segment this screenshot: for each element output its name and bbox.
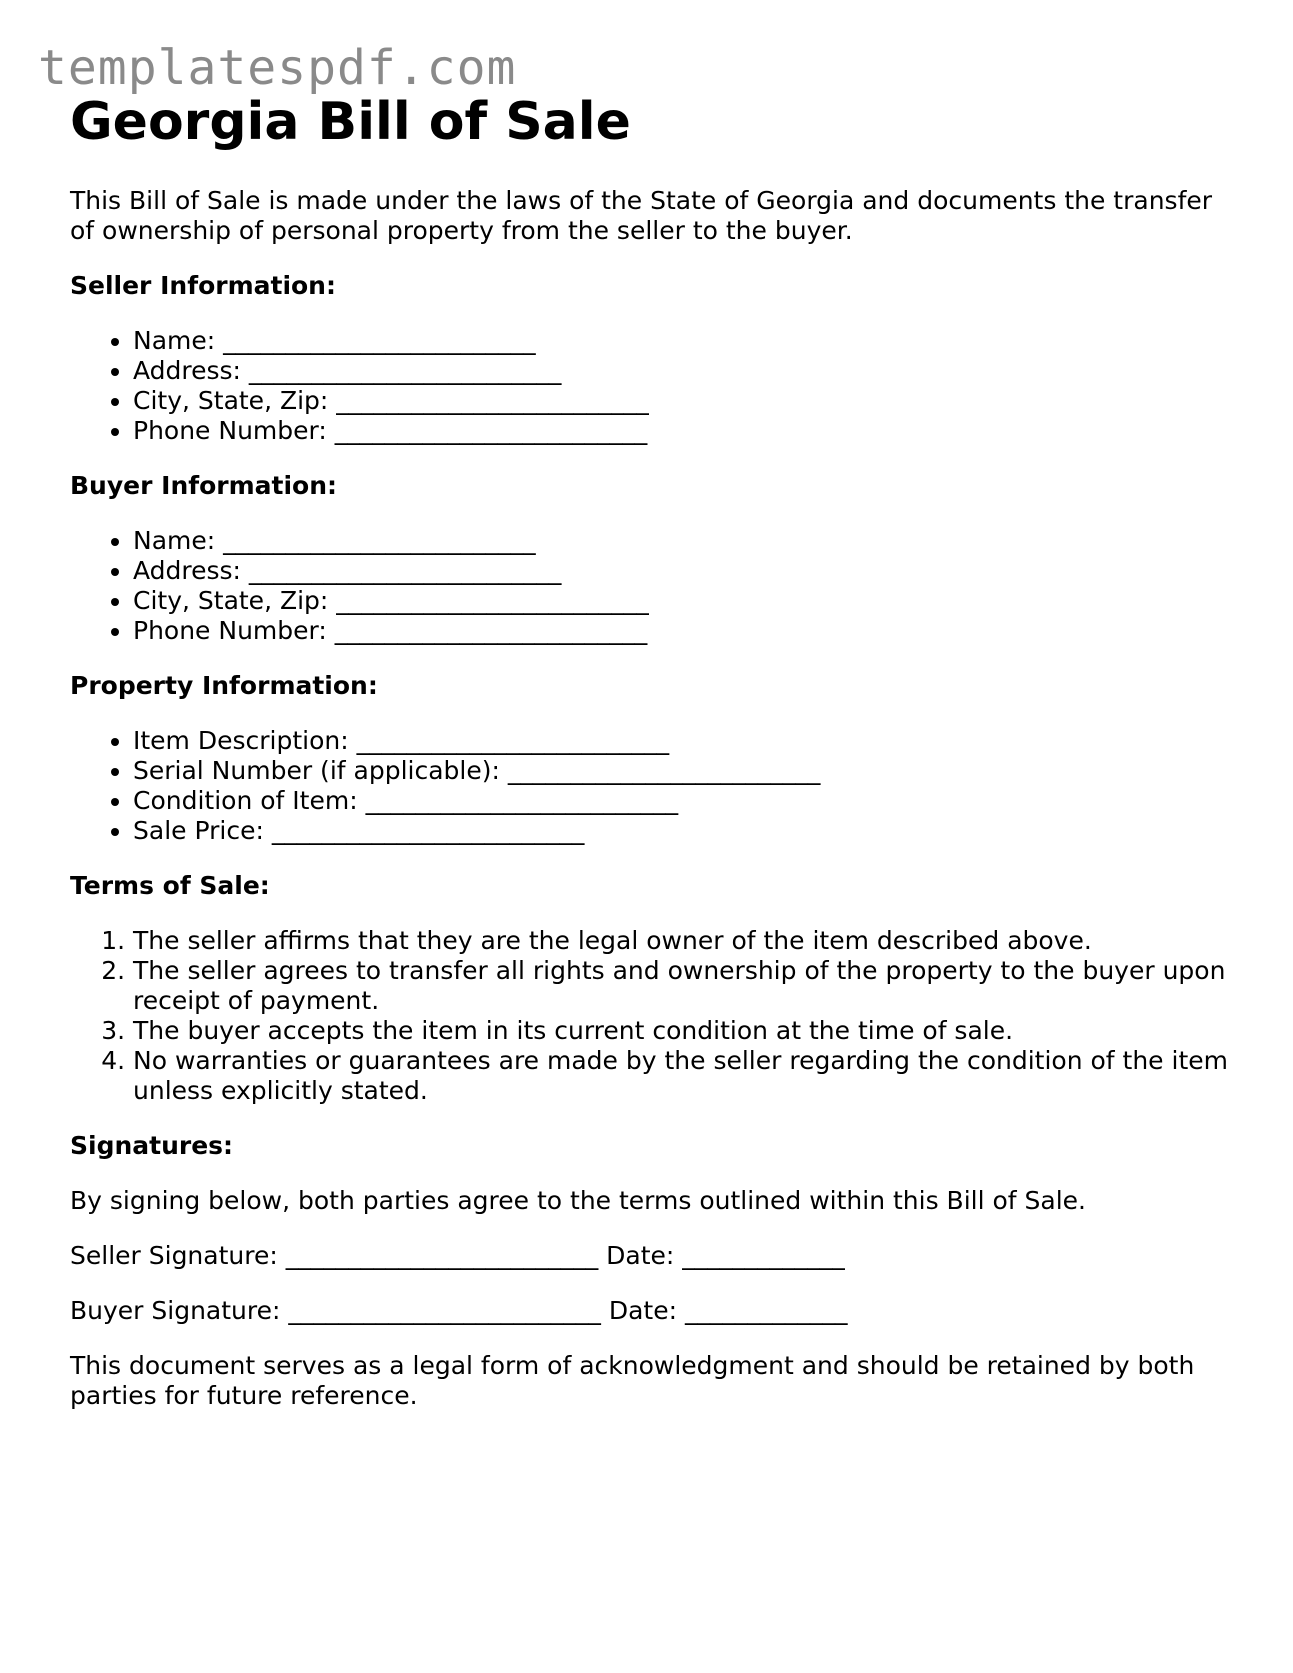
- item-description-field[interactable]: • Item Description: _________________________: [133, 726, 1230, 756]
- property-heading: Property Information:: [70, 671, 378, 700]
- term-item: 1. The seller affirms that they are the legal owner of the item described above.: [133, 926, 1230, 956]
- serial-number-field[interactable]: • Serial Number (if applicable): _________________________: [133, 756, 1230, 786]
- item-condition-field[interactable]: • Condition of Item: _________________________: [133, 786, 1230, 816]
- intro-paragraph: This Bill of Sale is made under the laws of the State of Georgia and documents the transfer of ownership of personal property from the seller to the buyer.: [70, 186, 1213, 245]
- term-item: 4. No warranties or guarantees are made by the seller regarding the condition of the item unless explicitly stated.: [133, 1046, 1230, 1106]
- seller-list: [70, 326, 1230, 446]
- document-page: [70, 88, 1230, 1411]
- buyer-list: [70, 526, 1230, 646]
- buyer-name-field[interactable]: • Name: _________________________: [133, 526, 1230, 556]
- buyer-city-state-zip-field[interactable]: • City, State, Zip: _________________________: [133, 586, 1230, 616]
- signatures-heading: Signatures:: [70, 1131, 234, 1160]
- page-title: Georgia Bill of Sale: [70, 92, 631, 152]
- property-list: [70, 726, 1230, 846]
- buyer-signature-line[interactable]: Buyer Signature: _________________________ Date: _____________: [70, 1296, 848, 1325]
- seller-address-field[interactable]: • Address: _________________________: [133, 356, 1230, 386]
- seller-phone-field[interactable]: • Phone Number: _________________________: [133, 416, 1230, 446]
- seller-name-field[interactable]: • Name: _________________________: [133, 326, 1230, 356]
- sale-price-field[interactable]: • Sale Price: _________________________: [133, 816, 1230, 846]
- seller-signature-line[interactable]: Seller Signature: _________________________ Date: _____________: [70, 1241, 845, 1270]
- closing-paragraph: This document serves as a legal form of acknowledgment and should be retained by both parties for future reference.: [70, 1351, 1195, 1410]
- buyer-phone-field[interactable]: • Phone Number: _________________________: [133, 616, 1230, 646]
- seller-heading: Seller Information:: [70, 271, 336, 300]
- terms-list: [70, 926, 1230, 1106]
- signatures-statement: By signing below, both parties agree to the terms outlined within this Bill of Sale.: [70, 1186, 1086, 1215]
- terms-heading: Terms of Sale:: [70, 871, 270, 900]
- buyer-address-field[interactable]: • Address: _________________________: [133, 556, 1230, 586]
- term-item: 2. The seller agrees to transfer all rights and ownership of the property to the buyer upon receipt of payment.: [133, 956, 1230, 1016]
- term-item: 3. The buyer accepts the item in its current condition at the time of sale.: [133, 1016, 1230, 1046]
- seller-city-state-zip-field[interactable]: • City, State, Zip: _________________________: [133, 386, 1230, 416]
- watermark: templatespdf.com: [38, 40, 517, 96]
- buyer-heading: Buyer Information:: [70, 471, 338, 500]
